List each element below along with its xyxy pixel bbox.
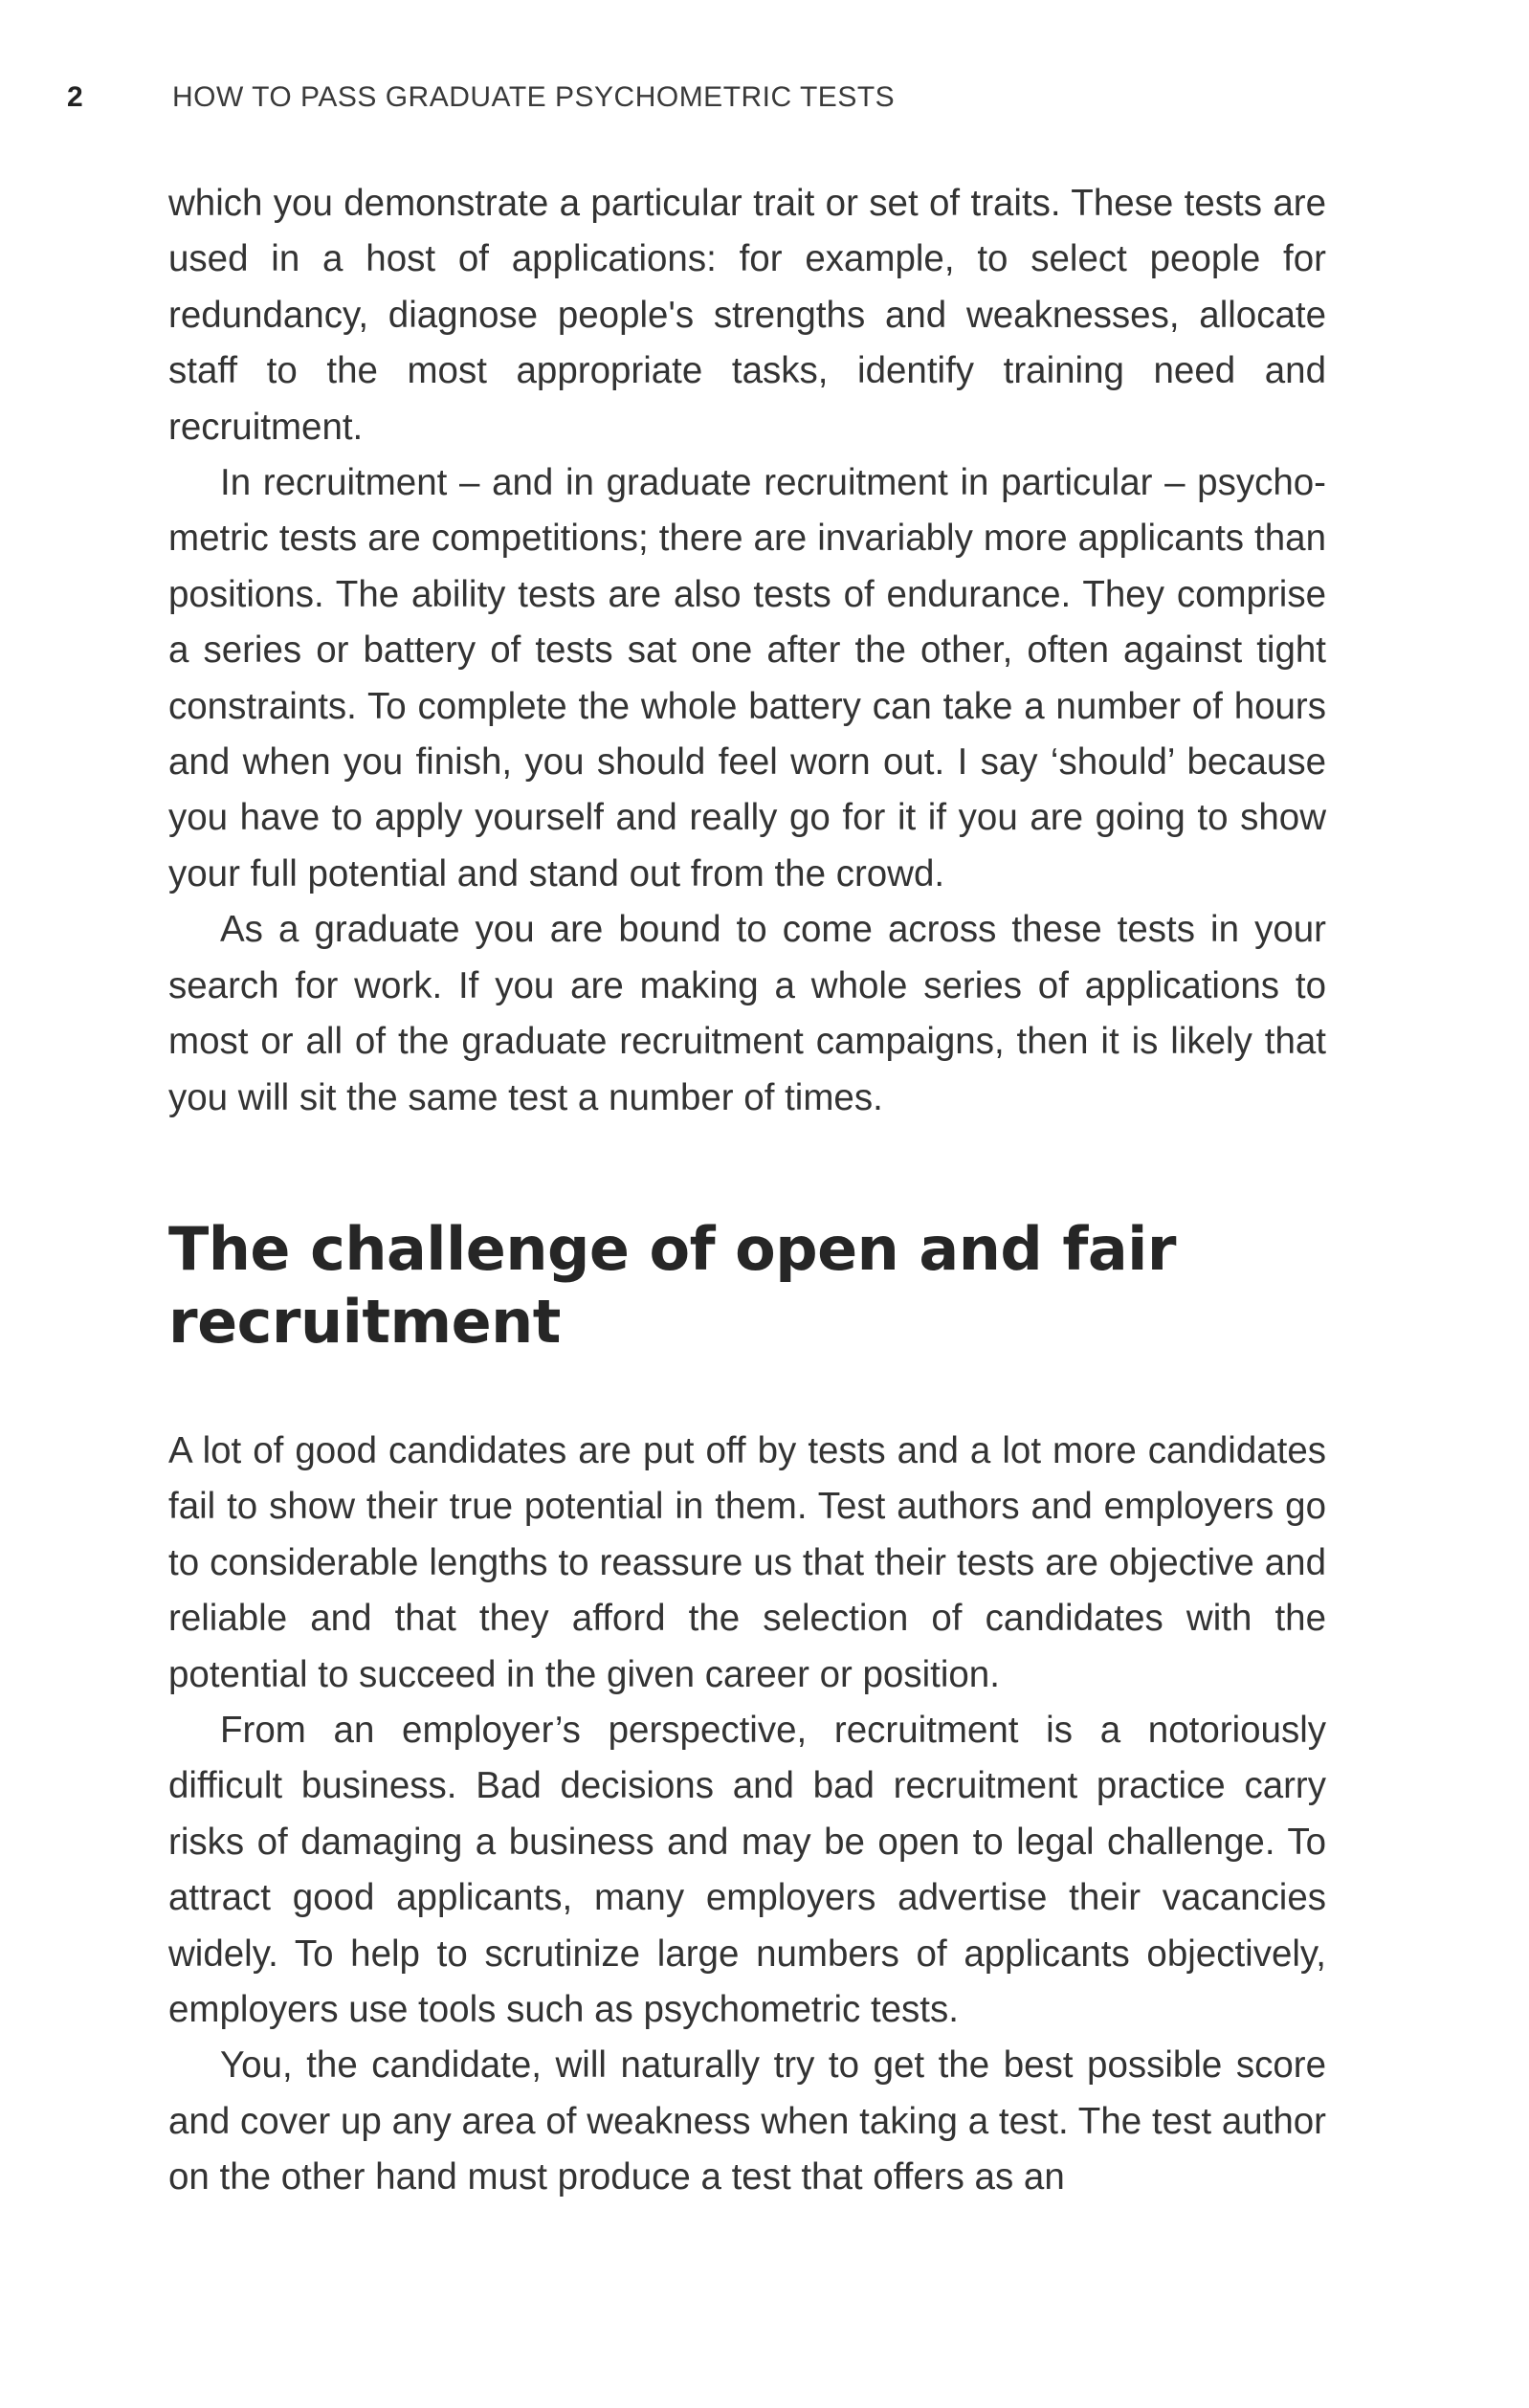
paragraph: As a graduate you are bound to come across these tests in your search for work. If you are making a whole series of applications to most or all of the graduate recruitment campaigns, then it is likely that you will sit the same test a number of times.	[168, 909, 1326, 1118]
paragraph: which you demonstrate a particular trait or set of traits. These tests are used in a host of applications: for example, to select people for redundancy, diagnose people's strengths and weaknesses, allocate staff to the most appropriate tasks, identify training need and recruitment.	[168, 183, 1326, 448]
paragraph: From an employer’s perspective, recruitment is a notoriously difficult business. Bad decisions and bad recruitment practice carry risks of damaging a business and may be open to legal challenge. To attract good applicants, many employers advertise their vacancies widely. To help to scrutinize large numbers of applicants objectively, employers use tools such as psychometric tests.	[168, 1710, 1326, 2031]
section-heading: The challenge of open and fair recruitment	[168, 1214, 1176, 1357]
section-1-body	[168, 176, 1326, 1126]
section-2-body	[168, 1424, 1326, 2206]
page-number: 2	[67, 81, 84, 113]
running-header	[67, 80, 895, 115]
paragraph: In recruitment – and in graduate recruitment in particular – psychometric tests are competitions; there are invariably more applicants than positions. The ability tests are also tests of endurance. They comprise a series or battery of tests sat one after the other, often against tight constraints. To complete the whole battery can take a number of hours and when you finish, you should feel worn out. I say ‘should’ because you have to apply yourself and really go for it if you are going to show your full potential and stand out from the crowd.	[168, 462, 1326, 895]
paragraph: A lot of good candidates are put off by tests and a lot more candidates fail to show their true potential in them. Test authors and employers go to considerable lengths to reassure us that their tests are objective and reliable and that they afford the selection of candidates with the potential to succeed in the given career or position.	[168, 1430, 1326, 1695]
paragraph: You, the candidate, will naturally try to get the best possible score and cover up any area of weakness when taking a test. The test author on the other hand must produce a test that offers as an	[168, 2044, 1326, 2198]
running-title: HOW TO PASS GRADUATE PSYCHOMETRIC TESTS	[172, 81, 896, 113]
